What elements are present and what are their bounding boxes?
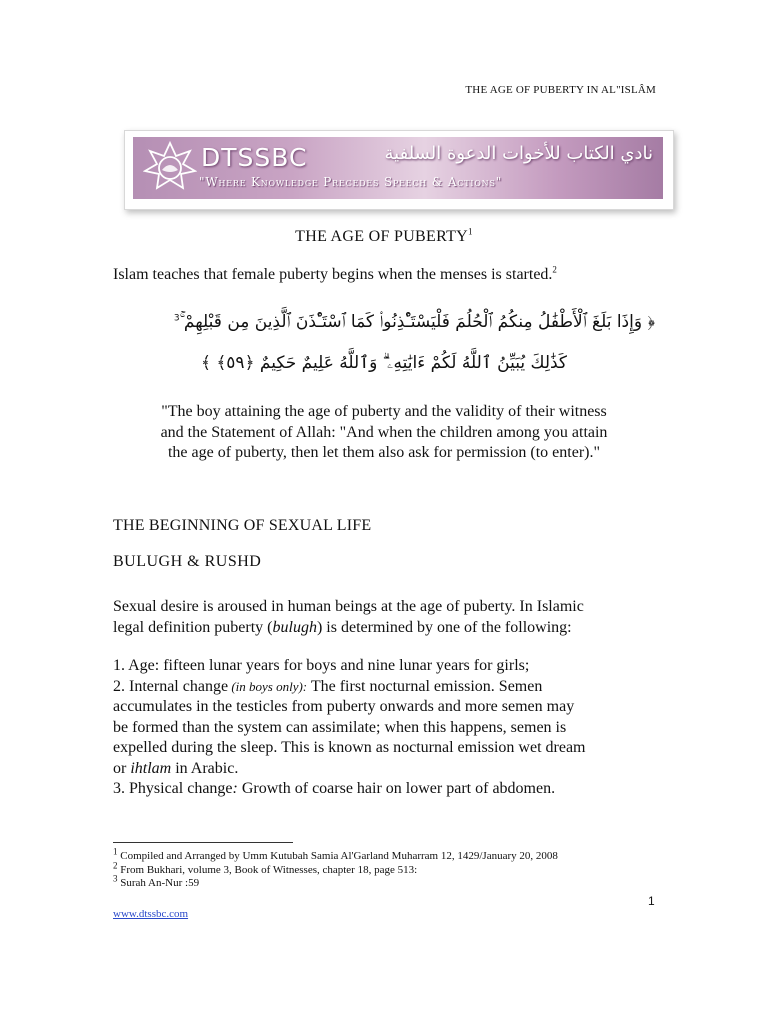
translation-line: "The boy attaining the age of puberty and the validity of their witness	[161, 403, 607, 420]
footnote-number: 3	[113, 873, 118, 884]
list-continuation: expelled during the sleep. This is known as nocturnal emission wet dream	[113, 739, 586, 756]
list-text: or	[113, 759, 131, 777]
criteria-list	[113, 656, 658, 800]
star-logo-icon	[143, 141, 197, 195]
website-link[interactable]: www.dtssbc.com	[113, 908, 189, 920]
running-header: THE AGE OF PUBERTY IN AL"ISLÂM	[465, 84, 656, 96]
footnote-1	[113, 846, 558, 864]
footnote-ref: 1	[468, 226, 473, 237]
footnotes	[113, 846, 558, 891]
footnote-number: 1	[113, 846, 118, 857]
body-line: Sexual desire is aroused in human beings at the age of puberty. In Islamic	[113, 598, 584, 615]
banner-frame	[124, 130, 674, 210]
section-subheading: BULUGH & RUSHD	[113, 553, 262, 570]
footnote-2	[113, 859, 558, 878]
list-colon: :	[232, 780, 238, 797]
list-item	[113, 779, 658, 800]
footnote-text: From Bukhari, volume 3, Book of Witnesses, chapter 18, page 513:	[117, 863, 418, 876]
body-term: bulugh	[272, 619, 317, 636]
banner-tagline: "Where Knowledge Precedes Speech & Actions"	[199, 175, 503, 189]
page-number: 1	[648, 894, 655, 908]
list-continuation: accumulates in the testicles from puberty onwards and more semen may	[113, 698, 575, 715]
list-label: Internal change	[129, 677, 229, 695]
verse-translation	[113, 402, 655, 464]
quran-verse-text: ﴿ وَإِذَا بَلَغَ ٱلْأَطْفَٰلُ مِنكُمُ ٱلْحُلُمَ فَلْيَسْتَـْٔذِنُوا۟ كَمَا ٱسْتَـْٔذَنَ ٱلَّذِينَ مِن قَبْلِهِمْ ۚ	[179, 312, 655, 332]
list-number: 3.	[113, 780, 129, 797]
banner	[133, 137, 663, 199]
banner-arabic-name: نادي الكتاب للأخوات الدعوة السلفية	[384, 143, 653, 164]
list-number: 1.	[113, 657, 129, 674]
footnote-number: 2	[113, 859, 118, 870]
list-text: Growth of coarse hair on lower part of abdomen.	[237, 780, 556, 797]
intro-text: Islam teaches that female puberty begins when the menses is started.	[113, 266, 553, 283]
quran-verse-line-2: كَذَٰلِكَ يُبَيِّنُ ٱللَّهُ لَكُمْ ءَايَٰتِهِۦ ۗ وَٱللَّهُ عَلِيمٌ حَكِيمٌ ﴿٥٩﴾ ﴾	[200, 353, 568, 373]
list-label: Age	[128, 657, 155, 674]
list-term: ihtlam	[130, 759, 172, 777]
footnote-divider	[113, 842, 293, 843]
body-paragraph	[113, 596, 658, 638]
list-text: : fifteen lunar years for boys and nine lunar years for girls;	[154, 657, 530, 674]
translation-line: the age of puberty, then let them also ask for permission (to enter)."	[167, 444, 601, 461]
body-text-fragment: legal definition puberty (	[113, 619, 273, 636]
translation-line: and the Statement of Allah: "And when the children among you attain	[160, 423, 608, 441]
list-text: in Arabic.	[171, 759, 239, 777]
list-text: The first nocturnal emission. Semen	[307, 677, 543, 695]
body-line	[113, 617, 658, 638]
page-title-text: THE AGE OF PUBERTY	[295, 228, 469, 245]
footnote-ref: 2	[552, 264, 557, 275]
list-label: Physical change	[129, 780, 233, 797]
list-item	[113, 677, 658, 698]
footnote-ref: 3	[173, 313, 180, 324]
intro-paragraph	[113, 264, 557, 285]
banner-name: DTSSBC	[201, 143, 308, 172]
list-item	[113, 656, 658, 677]
footnote-text: Surah An-Nur :59	[117, 877, 200, 889]
list-continuation	[113, 759, 658, 780]
list-number: 2.	[113, 677, 129, 695]
page-title	[0, 228, 768, 246]
section-heading: THE BEGINNING OF SEXUAL LIFE	[113, 517, 372, 534]
footnote-3	[113, 873, 558, 891]
list-continuation: be formed than the system can assimilate; when this happens, semen is	[113, 718, 567, 736]
footnote-text: Compiled and Arranged by Umm Kutubah Samia Al'Garland Muharram 12, 1429/January 20, 2008	[117, 850, 558, 862]
list-note: (in boys only):	[228, 678, 308, 694]
body-text-fragment: ) is determined by one of the following:	[316, 619, 572, 636]
quran-verse-line-1	[113, 312, 655, 332]
